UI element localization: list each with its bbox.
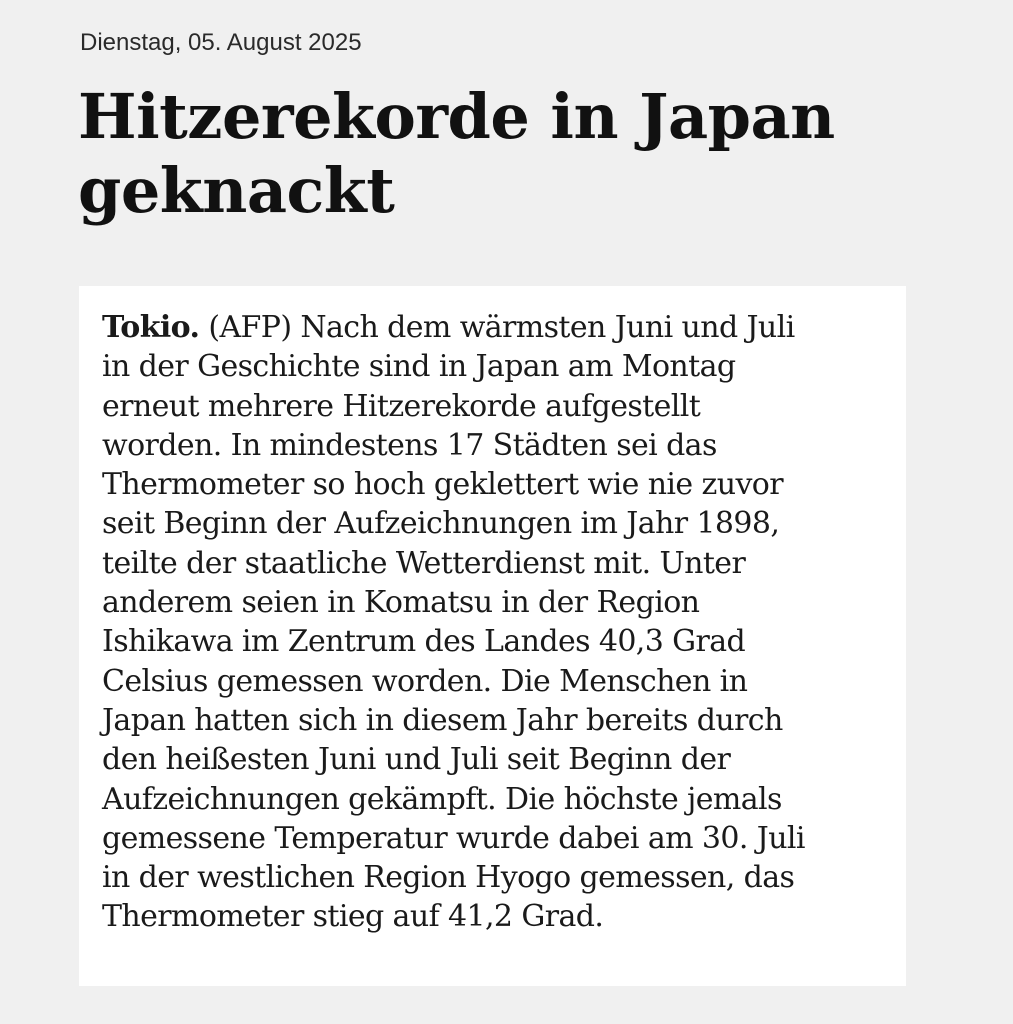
article-headline [78, 80, 938, 228]
article-date: Dienstag, 05. August 2025 [80, 29, 362, 56]
article-line: gemessene Temperatur wurde dabei am 30. Juli [102, 820, 805, 856]
article-card [79, 286, 906, 986]
article-line-1 [102, 308, 902, 347]
article-line: worden. In mindestens 17 Städten sei das [102, 427, 717, 463]
article-body [102, 308, 902, 937]
headline-line-2: geknackt [78, 154, 395, 227]
article-line-1-rest: (AFP) Nach dem wärmsten Juni und Juli [199, 310, 795, 345]
article-line: erneut mehrere Hitzerekorde aufgestellt [102, 388, 701, 424]
article-line: Ishikawa im Zentrum des Landes 40,3 Grad [102, 624, 746, 660]
article-line: in der Geschichte sind in Japan am Montag [102, 349, 736, 385]
article-line: teilte der staatliche Wetterdienst mit. Unter [102, 545, 746, 581]
article-line: in der westlichen Region Hyogo gemessen, das [102, 860, 795, 896]
article-line: anderem seien in Komatsu in der Region [102, 585, 700, 621]
article-line: Japan hatten sich in diesem Jahr bereits durch [102, 702, 783, 738]
headline-line-1: Hitzerekorde in Japan [78, 80, 835, 153]
article-place: Tokio. [102, 310, 200, 345]
article-line: den heißesten Juni und Juli seit Beginn der [102, 742, 731, 778]
article-line: Thermometer stieg auf 41,2 Grad. [102, 899, 604, 935]
article-line: Celsius gemessen worden. Die Menschen in [102, 663, 748, 699]
article-line: Aufzeichnungen gekämpft. Die höchste jemals [102, 781, 782, 817]
article-line: seit Beginn der Aufzeichnungen im Jahr 1898, [102, 506, 780, 542]
article-line: Thermometer so hoch geklettert wie nie zuvor [102, 467, 783, 503]
